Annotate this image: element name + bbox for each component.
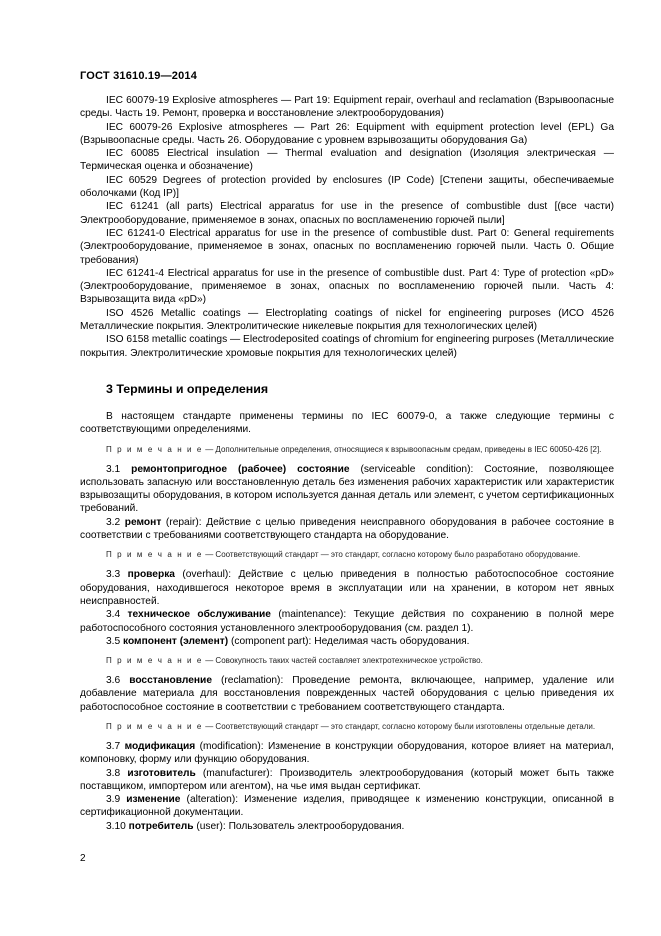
- term-number: 3.4: [106, 609, 128, 621]
- term-3-10: [80, 820, 614, 833]
- document-header: ГОСТ 31610.19—2014: [80, 70, 198, 82]
- term-3-8: [80, 767, 614, 794]
- term-number: 3.7: [106, 740, 125, 752]
- term-name: ремонт: [124, 516, 162, 528]
- ref-iec-60085: IEC 60085 Electrical insulation — Thermal evaluation and designation (Изоляция электрическая — Термическая оценка и обозначение): [80, 148, 614, 173]
- term-3-4: [80, 608, 614, 635]
- term-name: компонент (элемент): [123, 635, 229, 647]
- term-number: 3.9: [106, 794, 127, 806]
- term-number: 3.8: [106, 767, 128, 779]
- ref-iec-61241-4: IEC 61241-4 Electrical apparatus for use in the presence of combustible dust. Part 4: Type of protection «pD» (Электрооборудование, применяемое в зонах, опасных по воспламенению горючей пыли. Часть 4: Взрывозащита вида «pD»): [80, 267, 614, 306]
- ref-iec-60079-26: IEC 60079-26 Explosive atmospheres — Part 26: Equipment with equipment protection level (EPL) Ga (Взрывоопасные среды. Часть 26. Оборудование с уровнем взрывозащиты оборудования Ga): [80, 121, 614, 146]
- term-number: 3.2: [106, 516, 125, 528]
- term-number: 3.1: [106, 463, 132, 475]
- term-definition: (repair): Действие с целью приведения неисправного оборудования в рабочее состояние в соответствии с требованиями соответствующего стандарта на оборудование.: [80, 516, 614, 542]
- term-definition: (modification): Изменение в конструкции оборудования, которое влияет на материал, компоновку, форму или функцию оборудования.: [80, 740, 614, 766]
- term-3-6: [80, 674, 614, 714]
- term-definition: (alteration): Изменение изделия, приводящее к изменению конструкции, описанной в сертификационной документации.: [80, 794, 614, 819]
- term-name: модификация: [124, 740, 196, 752]
- term-3-1: [80, 463, 614, 516]
- note-label: П р и м е ч а н и е: [106, 656, 203, 666]
- term-definition: (component part): Неделимая часть оборудования.: [228, 635, 470, 647]
- term-name: техническое обслуживание: [127, 609, 271, 621]
- term-name: изготовитель: [127, 767, 196, 779]
- page-content: [80, 94, 614, 833]
- term-name: потребитель: [128, 820, 194, 832]
- ref-iso-6158: ISO 6158 metallic coatings — Electrodeposited coatings of chromium for engineering purposes (Металлические покрытия. Электролитические хромовые покрытия для технологических целей): [80, 334, 614, 359]
- term-name: изменение: [126, 794, 181, 806]
- term-number: 3.10: [106, 820, 129, 832]
- page-number: 2: [80, 853, 86, 864]
- note-label: П р и м е ч а н и е: [106, 721, 203, 731]
- term-name: ремонтопригодное (рабочее) состояние: [131, 463, 350, 475]
- note-label: П р и м е ч а н и е: [106, 550, 203, 560]
- term-3-7: [80, 740, 614, 767]
- ref-iec-61241: IEC 61241 (all parts) Electrical apparatus for use in the presence of combustible dust [(все части) Электрооборудование, применяемое в зонах, опасных по воспламенению горючей пыли]: [80, 201, 614, 226]
- term-number: 3.5: [106, 635, 123, 647]
- note-text: — Соответствующий стандарт — это стандарт, согласно которому было разработано оборудование.: [202, 550, 581, 560]
- term-number: 3.6: [106, 675, 130, 687]
- ref-iec-60079-19: IEC 60079-19 Explosive atmospheres — Part 19: Equipment repair, overhaul and reclamation (Взрывоопасные среды. Часть 19. Ремонт, проверка и восстановление электрооборудования): [80, 95, 614, 120]
- term-3-9: [80, 793, 614, 820]
- note-text: — Дополнительные определения, относящиеся к взрывоопасным средам, приведены в IEC 60050-426 [2].: [202, 444, 602, 454]
- term-3-3: [80, 568, 614, 608]
- note: [80, 444, 614, 456]
- term-definition: (reclamation): Проведение ремонта, включающее, например, удаление или добавление материала для восстановления поврежденных частей оборудования с целью приведения их работоспособное состояние в соответствии с требованием соответствующего стандарта.: [80, 675, 615, 713]
- note: [80, 655, 614, 667]
- term-number: 3.3: [106, 569, 128, 581]
- term-definition: (overhaul): Действие с целью приведения в полностью работоспособное состояние оборудования, находившегося некоторое время в эксплуатации или на хранении, в котором нет явных неисправностей.: [80, 569, 614, 607]
- note: [80, 549, 614, 561]
- term-name: восстановление: [129, 675, 212, 687]
- term-definition: (maintenance): Текущие действия по сохранению в полной мере работоспособного состояния установленного электрооборудования (см. раздел 1).: [80, 609, 614, 634]
- ref-iec-60529: IEC 60529 Degrees of protection provided by enclosures (IP Code) [Степени защиты, обеспечиваемые оболочками (Код IP)]: [80, 174, 614, 200]
- term-definition: (serviceable condition): Состояние, позволяющее использовать запасную или восстановленную деталь без изменения рабочих характеристик или характеристик взрывозащиты оборудования, в котором используется данная деталь или элемент, с учетом сертификационных требований.: [80, 463, 615, 515]
- section-intro: В настоящем стандарте применены термины по IEC 60079-0, а также следующие термины с соответствующими определениями.: [80, 410, 614, 436]
- ref-iec-61241-0: IEC 61241-0 Electrical apparatus for use in the presence of combustible dust. Part 0: General requirements (Электрооборудование, применяемое в зонах, опасных по воспламенению горючей пыли. Часть 0. Общие требования): [80, 227, 614, 266]
- note-text: — Соответствующий стандарт — это стандарт, согласно которому были изготовлены отдельные детали.: [202, 721, 596, 731]
- term-definition: (user): Пользователь электрооборудования.: [193, 820, 405, 832]
- note: [80, 721, 614, 733]
- term-name: проверка: [127, 569, 175, 581]
- ref-iso-4526: ISO 4526 Metallic coatings — Electroplating coatings of nickel for engineering purposes (ИСО 4526 Металлические покрытия. Электролитические никелевые покрытия для технологических целей): [80, 307, 614, 333]
- note-label: П р и м е ч а н и е: [106, 444, 203, 454]
- term-3-5: [80, 635, 614, 648]
- term-3-2: [80, 516, 614, 543]
- term-definition: (manufacturer): Производитель электрооборудования (который может быть также поставщиком, импортером или агентом), на чье имя выдан сертификат.: [80, 767, 614, 792]
- section-heading: 3 Термины и определения: [106, 381, 269, 396]
- note-text: — Совокупность таких частей составляет электротехническое устройство.: [202, 656, 483, 666]
